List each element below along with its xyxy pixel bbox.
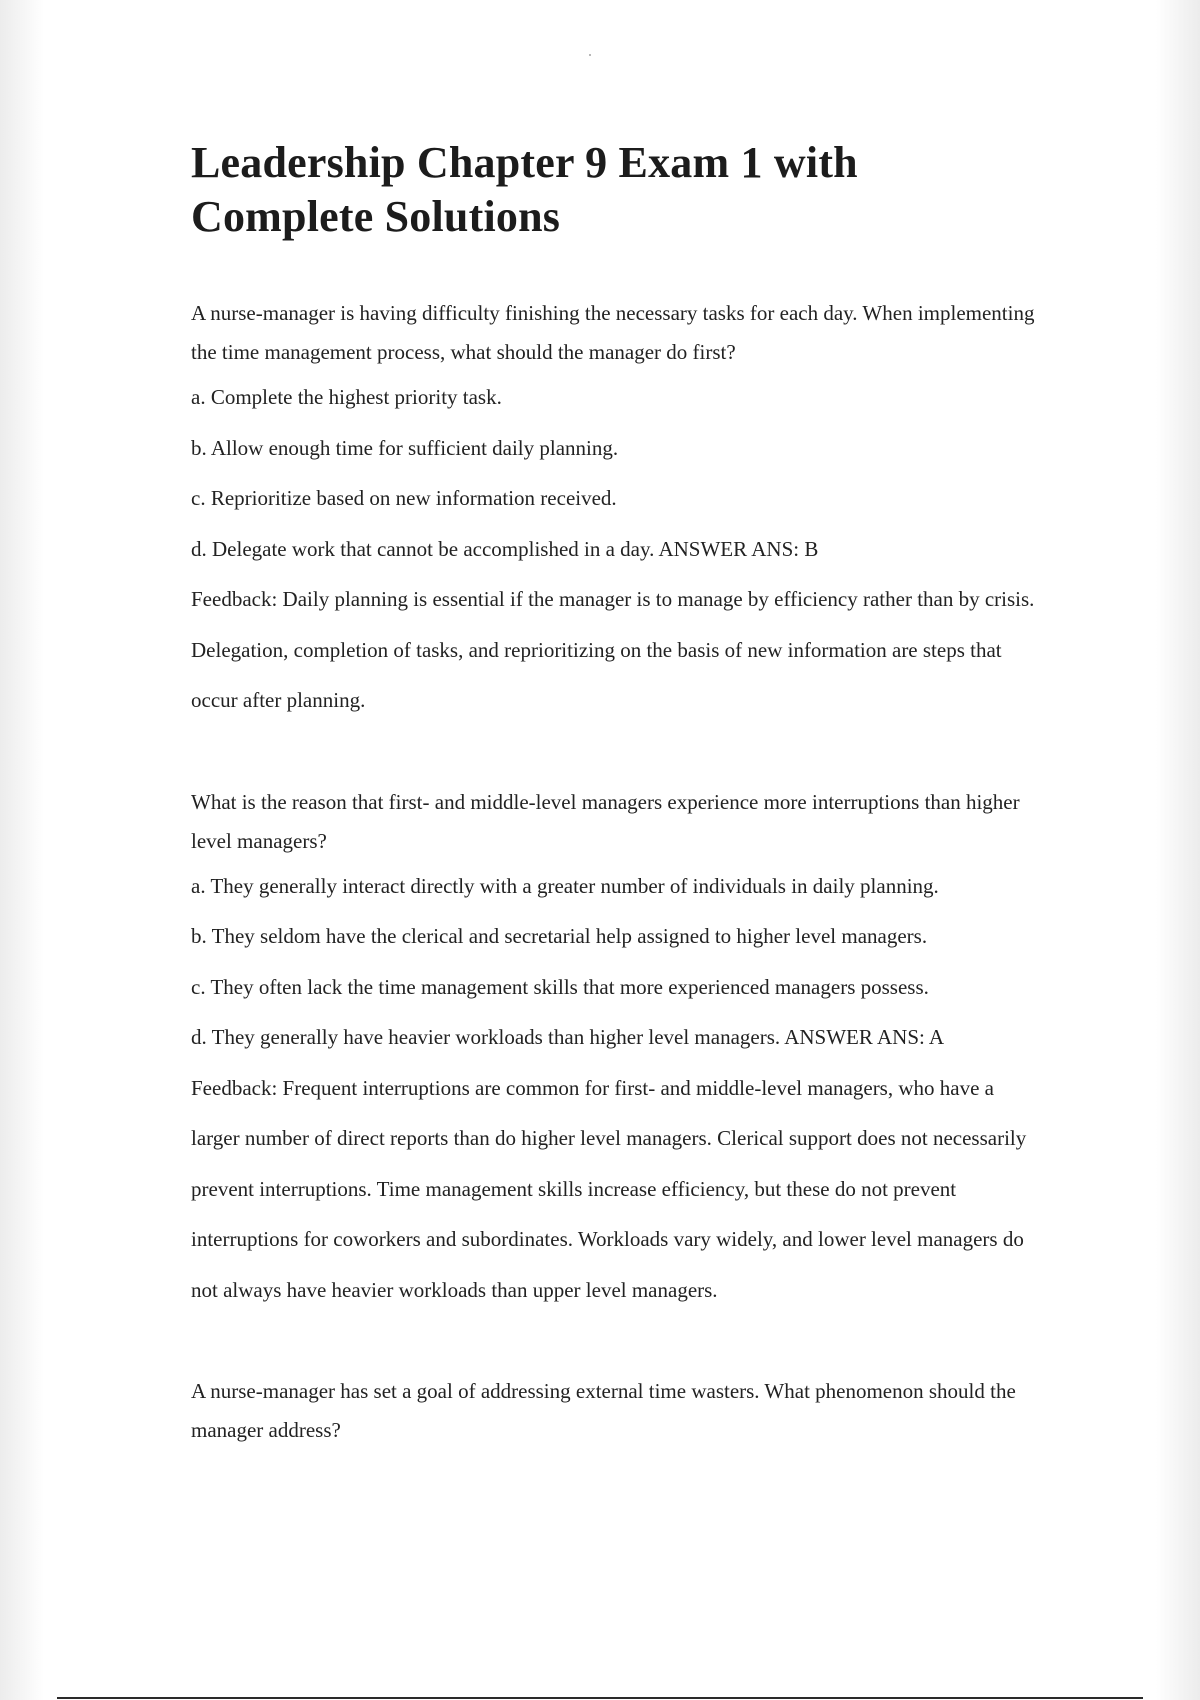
document-content — [191, 136, 1041, 1450]
question-1-option-c: c. Reprioritize based on new information received. — [191, 486, 617, 510]
document-title: Leadership Chapter 9 Exam 1 with Complete Solutions — [191, 138, 858, 241]
question-1-option-a: a. Complete the highest priority task. — [191, 385, 502, 409]
question-2-option-b: b. They seldom have the clerical and secretarial help assigned to higher level managers. — [191, 924, 928, 948]
question-1 — [191, 294, 1041, 726]
question-1-feedback: Feedback: Daily planning is essential if the manager is to manage by efficiency rather than by crisis. Delegation, completion of tasks, and reprioritizing on the basis of new information are steps that occur after planning. — [191, 587, 1035, 712]
question-2 — [191, 783, 1041, 1316]
question-2-option-d: d. They generally have heavier workloads than higher level managers. ANSWER ANS: A — [191, 1025, 945, 1049]
question-2-text: What is the reason that first- and middle-level managers experience more interruptions than higher level managers? — [191, 789, 1020, 853]
scan-speck — [589, 54, 591, 56]
question-1-text: A nurse-manager is having difficulty finishing the necessary tasks for each day. When implementing the time management process, what should the manager do first? — [191, 301, 1035, 364]
page-bottom-rule — [57, 1697, 1143, 1699]
question-2-option-c: c. They often lack the time management skills that more experienced managers possess. — [191, 974, 929, 999]
page-left-edge-shadow — [0, 0, 44, 1700]
question-2-feedback: Feedback: Frequent interruptions are common for first- and middle-level managers, who have a larger number of direct reports than do higher level managers. Clerical support does not necessarily prevent interruptions. Time management skills increase efficiency, but these do not prevent interruptions for coworkers and subordinates. Workloads vary widely, and lower level managers do not always have heavier workloads than upper level managers. — [191, 1075, 1027, 1302]
question-3 — [191, 1372, 1041, 1450]
question-2-option-a: a. They generally interact directly with a greater number of individuals in daily planning. — [191, 873, 939, 898]
question-1-option-d: d. Delegate work that cannot be accomplished in a day. ANSWER ANS: B — [191, 536, 819, 561]
question-1-option-b: b. Allow enough time for sufficient daily planning. — [191, 435, 619, 460]
question-3-text: A nurse-manager has set a goal of addressing external time wasters. What phenomenon should the manager address? — [191, 1379, 1016, 1442]
page-right-edge-shadow — [1156, 0, 1200, 1700]
